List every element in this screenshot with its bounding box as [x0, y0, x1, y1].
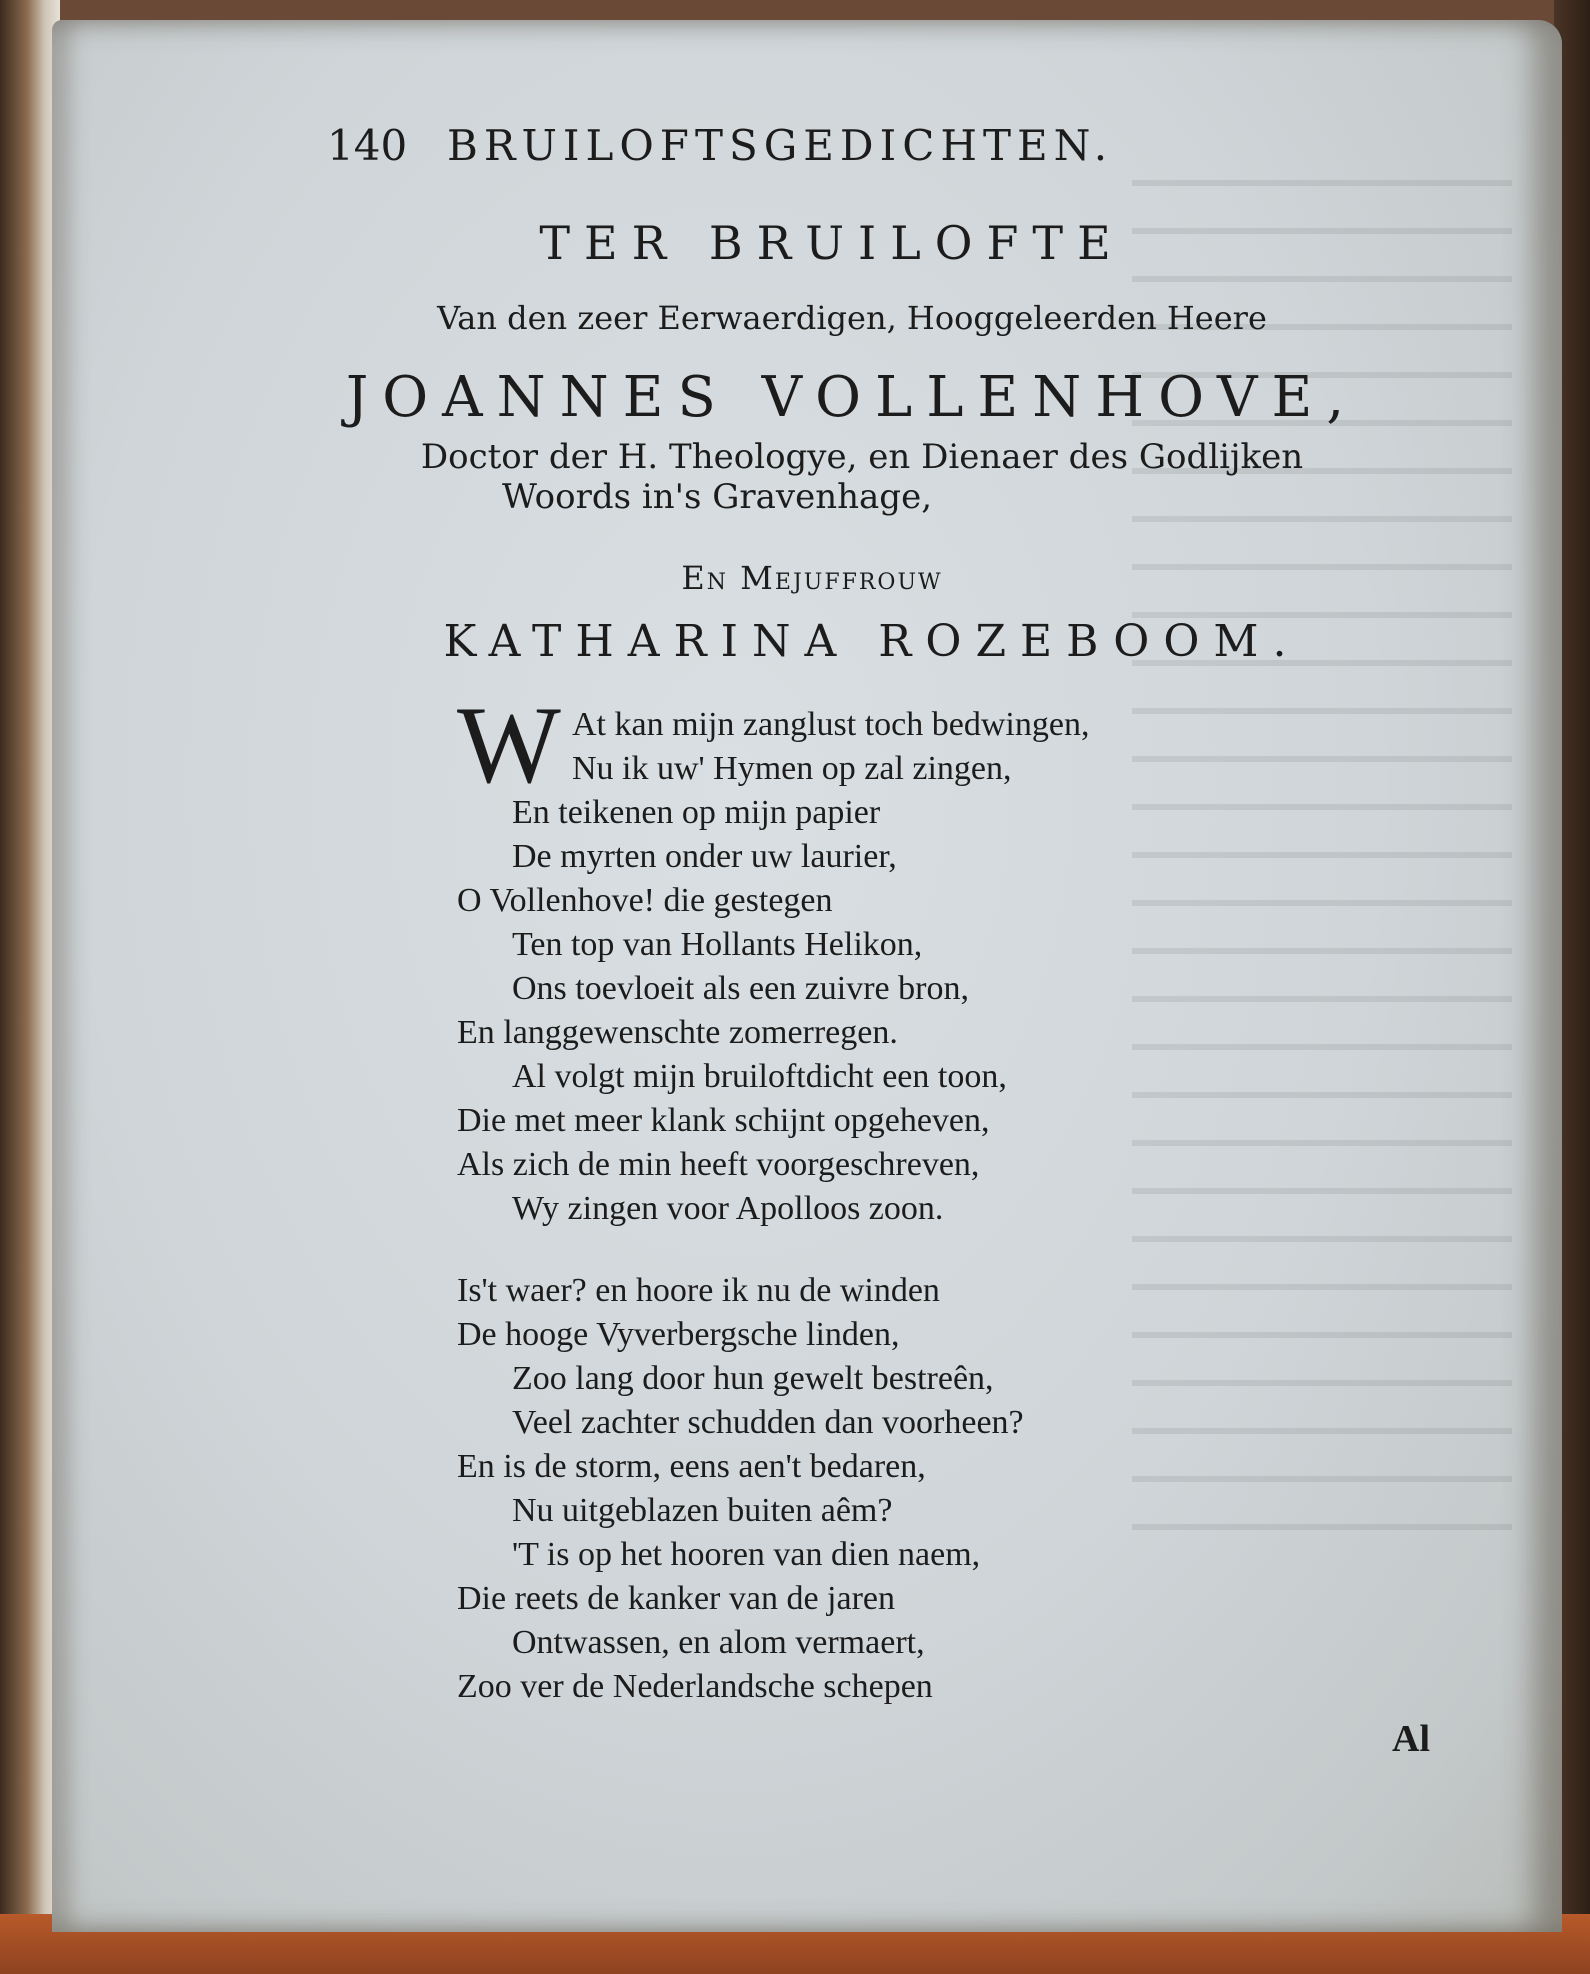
verse-line: 'T is op het hooren van dien naem,	[512, 1536, 981, 1573]
page-number: 140	[327, 121, 408, 170]
conjunction-line: En Mejuffrouw	[681, 559, 943, 597]
groom-description-line-1: Doctor der H. Theologye, en Dienaer des Godlijken	[420, 437, 1304, 477]
groom-description-line-2: Woords in's Gravenhage,	[502, 477, 932, 517]
dedication-line: Van den zeer Eerwaerdigen, Hooggeleerden Heere	[437, 299, 1267, 337]
verse-line: Als zich de min heeft voorgeschreven,	[457, 1146, 980, 1183]
verse-line: Veel zachter schudden dan voorheen?	[512, 1404, 1024, 1441]
verse-line: Ons toevloeit als een zuivre bron,	[512, 970, 969, 1007]
verse-line: Ten top van Hollants Helikon,	[512, 926, 923, 963]
verse-line: Die reets de kanker van de jaren	[457, 1580, 895, 1617]
show-through-text	[1132, 150, 1512, 1570]
verse-line: De myrten onder uw laurier,	[512, 838, 897, 875]
groom-name: JOANNES VOLLENHOVE,	[345, 365, 1359, 430]
running-title: BRUILOFTSGEDICHTEN.	[447, 121, 1114, 170]
verse-line: Nu uitgeblazen buiten aêm?	[512, 1492, 893, 1529]
verse-line: De hooge Vyverbergsche linden,	[457, 1316, 900, 1353]
verse-line: Nu ik uw' Hymen op zal zingen,	[572, 750, 1012, 787]
verse-line: Al volgt mijn bruiloftdicht een toon,	[512, 1058, 1007, 1095]
verse-line: At kan mijn zanglust toch bedwingen,	[572, 706, 1090, 743]
verse-line: En teikenen op mijn papier	[512, 794, 881, 831]
verse-line: Wy zingen voor Apolloos zoon.	[512, 1190, 944, 1227]
book-page-stack-edge	[0, 0, 60, 1974]
verse-line: Zoo ver de Nederlandsche schepen	[457, 1668, 933, 1705]
verse-line: Ontwassen, en alom vermaert,	[512, 1624, 925, 1661]
bride-name: KATHARINA ROZEBOOM.	[443, 616, 1301, 667]
verse-line: En is de storm, eens aen't bedaren,	[457, 1448, 926, 1485]
drop-cap: W	[457, 684, 561, 806]
verse-line: Is't waer? en hoore ik nu de winden	[457, 1272, 940, 1309]
catchword: Al	[1392, 1718, 1430, 1760]
verse-line: O Vollenhove! die gestegen	[457, 882, 833, 919]
verse-line: Zoo lang door hun gewelt bestreên,	[512, 1360, 994, 1397]
verse-line: En langgewenschte zomerregen.	[457, 1014, 898, 1051]
verse-line: Die met meer klank schijnt opgeheven,	[457, 1102, 990, 1139]
book-page	[52, 20, 1562, 1932]
poem-title: TER BRUILOFTE	[539, 216, 1125, 270]
